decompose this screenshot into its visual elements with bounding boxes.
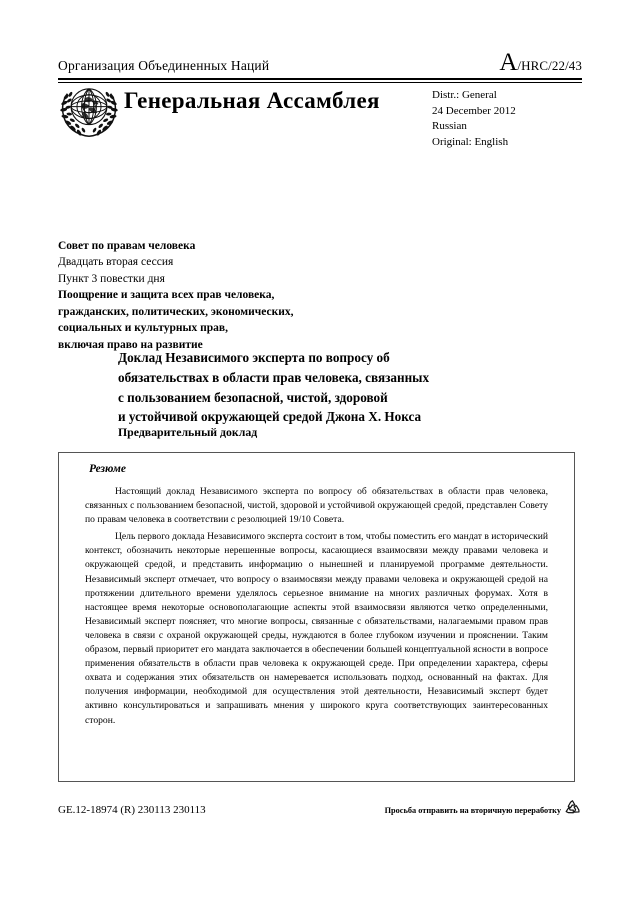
report-subtitle: Предварительный доклад xyxy=(118,425,258,439)
abstract-heading: Резюме xyxy=(89,463,126,475)
document-date: 24 December 2012 xyxy=(432,104,516,117)
un-emblem xyxy=(58,82,120,140)
council-name: Совет по правам человека xyxy=(58,240,196,252)
masthead-row xyxy=(58,50,582,75)
council-topic-line-2: гражданских, политических, экономических, xyxy=(58,305,294,318)
recycle-notice-text: Просьба отправить на вторичную переработку xyxy=(384,805,561,815)
document-symbol xyxy=(499,50,582,75)
abstract-box xyxy=(58,452,575,782)
recycle-icon xyxy=(563,798,582,822)
report-title-line-3: с пользованием безопасной, чистой, здоровой xyxy=(118,389,388,405)
report-title-line-4: и устойчивой окружающей средой Джона Х. Нокса xyxy=(118,409,422,425)
page-footer xyxy=(58,798,582,822)
assembly-band xyxy=(58,80,582,150)
council-agenda-item: Пункт 3 повестки дня xyxy=(58,272,165,285)
masthead xyxy=(58,50,582,83)
footer-document-code: GE.12-18974 (R) 230113 230113 xyxy=(58,804,206,816)
report-title-line-2: обязательствах в области прав человека, связанных xyxy=(118,369,430,385)
abstract-paragraph: Цель первого доклада Независимого эксперта состоит в том, чтобы поместить его мандат в исторический контекст, обозначить некоторые нерешенные вопросы, касающиеся взаимосвязи между правами человека и окружающей средой, и представить информацию о нынешней и планируемой программе деятельности. Независимый эксперт отмечает, что вопросу о взаимосвязи между правами человека и окружающей средой на протяжении длительного времени уделялось серьезное внимание на многих различных форумах. Хотя в настоящее время некоторые основополагающие аспекты этой взаимосвязи являются четко определенными, Независимый эксперт поясняет, что многие вопросы, связанные с обязательствами, налагаемыми правом прав человека в связи с охраной окружающей среды, нуждаются в более глубоком изучении и прояснении. Таким образом, первый приоритет его мандата заключается в обеспечении большей концептуальной ясности в вопросе применения обязательств в области прав человека к окружающей среде. При определении характера, сферы охвата и содержания этих обязательств он намеревается использовать подход, основанный на фактах. Для получения информации, необходимой для осуществления этой деятельности, Независимый эксперт будет активно консультироваться и запрашивать мнения у широкого круга соответствующих заинтересованных сторон. xyxy=(85,531,548,726)
document-language: Russian xyxy=(432,120,467,133)
organization-name: Организация Объединенных Наций xyxy=(58,58,270,73)
council-block xyxy=(58,238,478,353)
recycle-notice xyxy=(385,798,582,822)
document-symbol-prefix: A xyxy=(499,49,518,76)
council-topic-line-3: социальных и культурных прав, xyxy=(58,322,228,335)
abstract-body xyxy=(85,485,548,728)
abstract-paragraph: Настоящий доклад Независимого эксперта по вопросу об обязательствах в области прав человека, связанных с пользованием безопасной, чистой, здоровой и устойчивой окружающей средой, представлен Совету по правам человека в соответствии с резолюцией 19/10 Совета. xyxy=(85,486,548,526)
council-topic-line-1: Поощрение и защита всех прав человека, xyxy=(58,289,275,302)
report-title xyxy=(118,348,548,427)
document-original-language: Original: English xyxy=(432,135,509,148)
assembly-title: Генеральная Ассамблея xyxy=(124,88,380,113)
document-symbol-rest: /HRC/22/43 xyxy=(517,58,582,73)
council-session: Двадцать вторая сессия xyxy=(58,256,174,269)
council-topic-line-4: включая право на развитие xyxy=(58,338,203,351)
report-title-line-1: Доклад Независимого эксперта по вопросу об xyxy=(118,350,390,365)
distribution-block xyxy=(432,88,582,150)
distribution-type: Distr.: General xyxy=(432,89,497,101)
